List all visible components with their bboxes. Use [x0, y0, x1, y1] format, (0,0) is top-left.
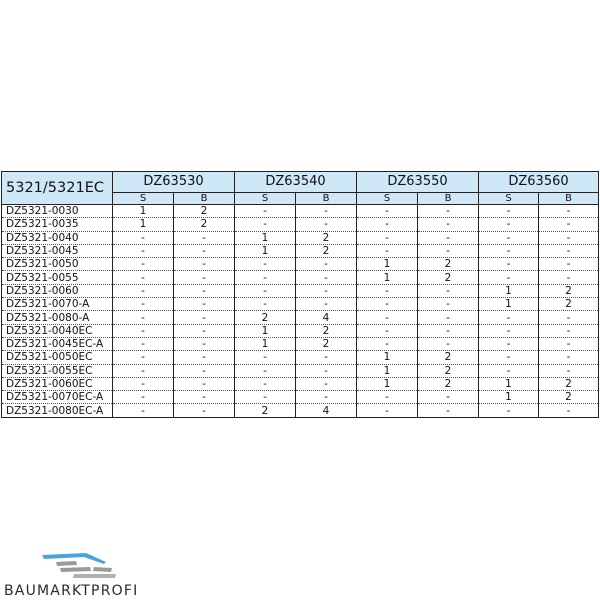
value-cell: 2 [539, 391, 599, 404]
model-cell: DZ5321-0045 [2, 244, 113, 257]
table-row [2, 205, 599, 218]
value-cell: - [235, 364, 296, 377]
model-cell: DZ5321-0080EC-A [2, 404, 113, 417]
value-cell: - [539, 231, 599, 244]
model-cell: DZ5321-0035 [2, 218, 113, 231]
value-cell: - [174, 364, 235, 377]
sub-header-b: B [296, 193, 357, 205]
sub-header-s: S [357, 193, 418, 205]
value-cell: - [296, 364, 357, 377]
value-cell: 1 [479, 377, 539, 390]
value-cell: 2 [296, 231, 357, 244]
value-cell: - [296, 218, 357, 231]
value-cell: 2 [296, 324, 357, 337]
value-cell: - [174, 271, 235, 284]
value-cell: - [113, 324, 174, 337]
value-cell: - [539, 271, 599, 284]
table-row [2, 351, 599, 364]
value-cell: - [235, 258, 296, 271]
value-cell: - [113, 377, 174, 390]
value-cell: 1 [113, 205, 174, 218]
value-cell: 4 [296, 404, 357, 417]
model-cell: DZ5321-0050EC [2, 351, 113, 364]
value-cell: 2 [418, 364, 479, 377]
value-cell: - [539, 244, 599, 257]
value-cell: - [113, 404, 174, 417]
value-cell: - [539, 311, 599, 324]
model-cell: DZ5321-0070-A [2, 298, 113, 311]
value-cell: - [418, 404, 479, 417]
value-cell: - [174, 324, 235, 337]
value-cell: - [357, 231, 418, 244]
value-cell: - [174, 244, 235, 257]
model-cell: DZ5321-0050 [2, 258, 113, 271]
logo-shelf-shape [60, 567, 91, 572]
value-cell: - [174, 258, 235, 271]
value-cell: 2 [418, 271, 479, 284]
value-cell: - [479, 337, 539, 350]
value-cell: - [479, 324, 539, 337]
model-cell: DZ5321-0070EC-A [2, 391, 113, 404]
value-cell: - [539, 337, 599, 350]
value-cell: - [539, 351, 599, 364]
sub-header-b: B [539, 193, 599, 205]
value-cell: - [357, 311, 418, 324]
value-cell: - [479, 311, 539, 324]
model-cell: DZ5321-0040EC [2, 324, 113, 337]
model-cell: DZ5321-0080-A [2, 311, 113, 324]
value-cell: 2 [174, 205, 235, 218]
value-cell: 2 [296, 337, 357, 350]
value-cell: 1 [235, 231, 296, 244]
value-cell: - [539, 218, 599, 231]
value-cell: - [113, 244, 174, 257]
sub-header-s: S [479, 193, 539, 205]
group-header: DZ63550 [357, 172, 479, 193]
value-cell: - [174, 311, 235, 324]
value-cell: 1 [113, 218, 174, 231]
value-cell: - [357, 284, 418, 297]
value-cell: - [418, 324, 479, 337]
value-cell: - [296, 271, 357, 284]
value-cell: - [479, 351, 539, 364]
value-cell: - [235, 218, 296, 231]
logo-wordmark: BAUMARKTPROFI [4, 583, 139, 599]
value-cell: - [113, 364, 174, 377]
value-cell: 1 [479, 391, 539, 404]
value-cell: - [479, 231, 539, 244]
value-cell: - [357, 391, 418, 404]
value-cell: 1 [235, 244, 296, 257]
value-cell: - [113, 258, 174, 271]
value-cell: - [418, 284, 479, 297]
value-cell: 2 [296, 244, 357, 257]
table-row [2, 284, 599, 297]
table-row [2, 391, 599, 404]
value-cell: - [357, 404, 418, 417]
model-cell: DZ5321-0060EC [2, 377, 113, 390]
value-cell: - [296, 377, 357, 390]
group-header: DZ63560 [479, 172, 599, 193]
value-cell: - [296, 205, 357, 218]
table-body [2, 205, 599, 418]
value-cell: 1 [235, 337, 296, 350]
value-cell: - [479, 258, 539, 271]
table-row [2, 311, 599, 324]
value-cell: - [539, 324, 599, 337]
value-cell: - [418, 231, 479, 244]
value-cell: - [539, 258, 599, 271]
value-cell: 1 [357, 258, 418, 271]
value-cell: 1 [479, 298, 539, 311]
value-cell: 1 [357, 364, 418, 377]
value-cell: - [357, 218, 418, 231]
value-cell: - [479, 364, 539, 377]
value-cell: - [357, 337, 418, 350]
logo-shelf-shape [73, 574, 116, 578]
value-cell: - [235, 377, 296, 390]
value-cell: 2 [174, 218, 235, 231]
sub-header-b: B [174, 193, 235, 205]
value-cell: 2 [418, 377, 479, 390]
value-cell: - [539, 205, 599, 218]
value-cell: - [479, 404, 539, 417]
value-cell: - [174, 377, 235, 390]
value-cell: - [357, 324, 418, 337]
value-cell: 2 [235, 311, 296, 324]
value-cell: 2 [235, 404, 296, 417]
value-cell: - [418, 205, 479, 218]
value-cell: - [418, 391, 479, 404]
value-cell: - [296, 284, 357, 297]
value-cell: - [479, 271, 539, 284]
sub-header-s: S [235, 193, 296, 205]
value-cell: - [418, 218, 479, 231]
value-cell: 2 [418, 351, 479, 364]
table-row [2, 324, 599, 337]
value-cell: - [418, 244, 479, 257]
group-header: DZ63530 [113, 172, 235, 193]
value-cell: - [296, 391, 357, 404]
value-cell: - [113, 271, 174, 284]
value-cell: - [113, 351, 174, 364]
value-cell: - [174, 231, 235, 244]
value-cell: - [235, 205, 296, 218]
table-row [2, 271, 599, 284]
value-cell: - [418, 298, 479, 311]
table-row [2, 404, 599, 417]
value-cell: - [113, 337, 174, 350]
logo-shelf-shape [56, 561, 77, 566]
value-cell: 1 [357, 271, 418, 284]
sub-header-b: B [418, 193, 479, 205]
model-cell: DZ5321-0055EC [2, 364, 113, 377]
value-cell: - [479, 244, 539, 257]
value-cell: - [174, 404, 235, 417]
value-cell: - [357, 298, 418, 311]
value-cell: - [418, 337, 479, 350]
value-cell: - [113, 298, 174, 311]
table-row [2, 258, 599, 271]
value-cell: - [479, 218, 539, 231]
value-cell: - [479, 205, 539, 218]
value-cell: - [296, 258, 357, 271]
model-cell: DZ5321-0055 [2, 271, 113, 284]
value-cell: - [235, 351, 296, 364]
value-cell: 2 [539, 298, 599, 311]
table-row [2, 218, 599, 231]
value-cell: - [296, 298, 357, 311]
value-cell: 1 [479, 284, 539, 297]
model-cell: DZ5321-0030 [2, 205, 113, 218]
group-header: DZ63540 [235, 172, 357, 193]
table-row [2, 377, 599, 390]
table-row [2, 364, 599, 377]
value-cell: 2 [539, 377, 599, 390]
value-cell: - [113, 311, 174, 324]
value-cell: - [235, 284, 296, 297]
value-cell: - [174, 391, 235, 404]
value-cell: - [174, 351, 235, 364]
value-cell: - [113, 284, 174, 297]
value-cell: - [113, 231, 174, 244]
compatibility-table [1, 171, 599, 418]
table-row [2, 244, 599, 257]
value-cell: - [357, 244, 418, 257]
model-cell: DZ5321-0060 [2, 284, 113, 297]
table-row [2, 231, 599, 244]
table-row [2, 337, 599, 350]
value-cell: 1 [357, 377, 418, 390]
value-cell: - [174, 284, 235, 297]
value-cell: - [235, 391, 296, 404]
logo-shelf-shape [93, 567, 112, 572]
model-cell: DZ5321-0045EC-A [2, 337, 113, 350]
value-cell: 2 [539, 284, 599, 297]
value-cell: - [174, 337, 235, 350]
value-cell: 2 [418, 258, 479, 271]
value-cell: - [357, 205, 418, 218]
value-cell: - [235, 298, 296, 311]
value-cell: 1 [357, 351, 418, 364]
value-cell: - [235, 271, 296, 284]
value-cell: - [113, 391, 174, 404]
value-cell: - [539, 404, 599, 417]
value-cell: 4 [296, 311, 357, 324]
sub-header-s: S [113, 193, 174, 205]
value-cell: - [418, 311, 479, 324]
value-cell: - [539, 364, 599, 377]
value-cell: - [296, 351, 357, 364]
model-cell: DZ5321-0040 [2, 231, 113, 244]
value-cell: 1 [235, 324, 296, 337]
model-column-header: 5321/5321EC [2, 172, 113, 205]
table-row [2, 298, 599, 311]
value-cell: - [174, 298, 235, 311]
